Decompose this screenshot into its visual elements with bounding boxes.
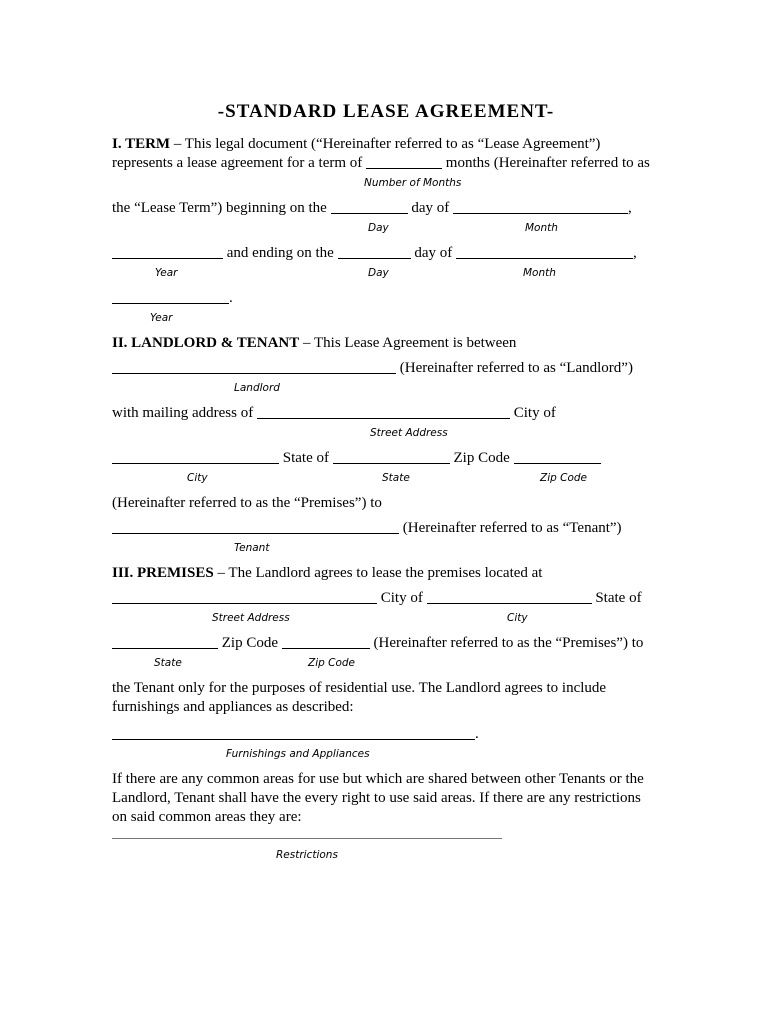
field-label-row [112,657,660,670]
common-areas-line-1 [112,770,660,789]
premises-state-of: State of [595,590,642,606]
premises-to-line [112,494,660,513]
blank-premises-street-address[interactable] [112,590,377,604]
residential-use-line-2 [112,698,660,717]
field-label-row [112,312,660,325]
label-street-address: Street Address [212,612,290,624]
blank-furnishings[interactable] [112,726,475,740]
label-number-of-months: Number of Months [364,177,462,189]
term-begin-mid: day of [411,200,450,216]
landlord-zip-code-text: Zip Code [453,450,510,466]
tenant-name-suffix: (Hereinafter referred to as “Tenant”) [402,520,622,536]
field-label-row [112,222,660,235]
furnishings-blank-line [112,725,660,744]
label-month: Month [523,267,556,279]
term-begin-pre: the “Lease Term”) beginning on the [112,200,327,216]
term-begin-comma: , [628,200,632,216]
label-furnishings-and-appliances: Furnishings and Appliances [226,748,370,760]
term-end-line [112,244,660,263]
common-areas-line-2 [112,789,660,808]
field-label-row [112,382,660,395]
label-tenant: Tenant [234,542,270,554]
mailing-post: City of [513,405,556,421]
tenant-name-line [112,519,660,538]
landlord-tenant-heading-text: – This Lease Agreement is between [303,335,517,351]
field-label-row [112,748,660,761]
residential-use-line-1 [112,679,660,698]
field-label-row [112,427,660,440]
blank-landlord-zip[interactable] [514,450,601,464]
field-label-row [112,472,660,485]
term-begin-line [112,199,660,218]
term-months-line [112,154,660,173]
blank-premises-state[interactable] [112,635,218,649]
premises-heading-text: – The Landlord agrees to lease the premises located at [217,565,543,581]
label-landlord: Landlord [234,382,280,394]
term-end-year-line [112,289,660,308]
common-areas-text-1: If there are any common areas for use but which are shared between other Tenants or the [112,771,644,787]
document-title: -STANDARD LEASE AGREEMENT- [217,101,555,122]
landlord-tenant-section-number: II. LANDLORD & TENANT [112,335,300,351]
label-state: State [382,472,410,484]
label-day: Day [368,267,389,279]
blank-restrictions[interactable] [112,838,502,839]
common-areas-text-3: on said common areas they are: [112,809,302,825]
term-end-mid2: day of [414,245,453,261]
term-end-period: . [229,290,233,306]
field-label-row [112,177,660,190]
premises-state-zip-line [112,634,660,653]
label-street-address: Street Address [370,427,448,439]
common-areas-line-3 [112,808,660,827]
label-day: Day [368,222,389,234]
label-year: Year [150,312,173,324]
landlord-name-suffix: (Hereinafter referred to as “Landlord”) [399,360,633,376]
term-section-number: I. TERM [112,136,171,152]
residential-use-text-1: the Tenant only for the purposes of residential use. The Landlord agrees to include [112,680,607,696]
landlord-state-of: State of [282,450,329,466]
term-heading-text: – This legal document (“Hereinafter referred to as “Lease Agreement”) [173,136,601,152]
term-heading-line [112,135,660,154]
blank-end-year[interactable] [112,290,229,304]
term-months-pre: represents a lease agreement for a term of [112,155,363,171]
premises-to-text: (Hereinafter referred to as the “Premises”) to [112,495,382,511]
label-zip-code: Zip Code [540,472,587,484]
blank-end-month[interactable] [456,245,633,259]
furnishings-period: . [475,726,479,742]
label-city: City [187,472,208,484]
blank-term-months[interactable] [366,155,442,169]
landlord-tenant-heading-line [112,334,660,353]
blank-begin-year[interactable] [112,245,223,259]
residential-use-text-2: furnishings and appliances as described: [112,699,354,715]
blank-landlord-street-address[interactable] [257,405,510,419]
field-label-row [112,267,660,280]
term-end-comma: , [632,245,637,261]
blank-tenant-name[interactable] [112,520,399,534]
label-zip-code: Zip Code [308,657,355,669]
field-label-row [112,612,660,625]
label-year: Year [155,267,178,279]
mailing-pre: with mailing address of [112,405,254,421]
premises-street-city-line [112,589,660,608]
label-restrictions: Restrictions [276,849,338,861]
field-label-row [112,849,660,862]
landlord-city-state-zip-line [112,449,660,468]
blank-landlord-state[interactable] [333,450,450,464]
premises-section-number: III. PREMISES [112,565,214,581]
blank-begin-day[interactable] [331,200,408,214]
label-city: City [507,612,528,624]
premises-suffix-text: (Hereinafter referred to as the “Premises”) to [373,635,644,651]
blank-premises-city[interactable] [427,590,592,604]
premises-heading-line [112,564,660,583]
term-end-mid1: and ending on the [226,245,334,261]
landlord-name-line [112,359,660,378]
label-state: State [154,657,182,669]
blank-landlord-name[interactable] [112,360,396,374]
blank-premises-zip[interactable] [282,635,370,649]
premises-city-of: City of [380,590,423,606]
blank-end-day[interactable] [338,245,411,259]
common-areas-text-2: Landlord, Tenant shall have the every right to use said areas. If there are any restrictions [112,790,641,806]
term-months-post: months (Hereinafter referred to as [445,155,650,171]
blank-begin-month[interactable] [453,200,628,214]
label-month: Month [525,222,558,234]
premises-zip-code-text: Zip Code [221,635,278,651]
landlord-mailing-line [112,404,660,423]
field-label-row [112,542,660,555]
blank-landlord-city[interactable] [112,450,279,464]
